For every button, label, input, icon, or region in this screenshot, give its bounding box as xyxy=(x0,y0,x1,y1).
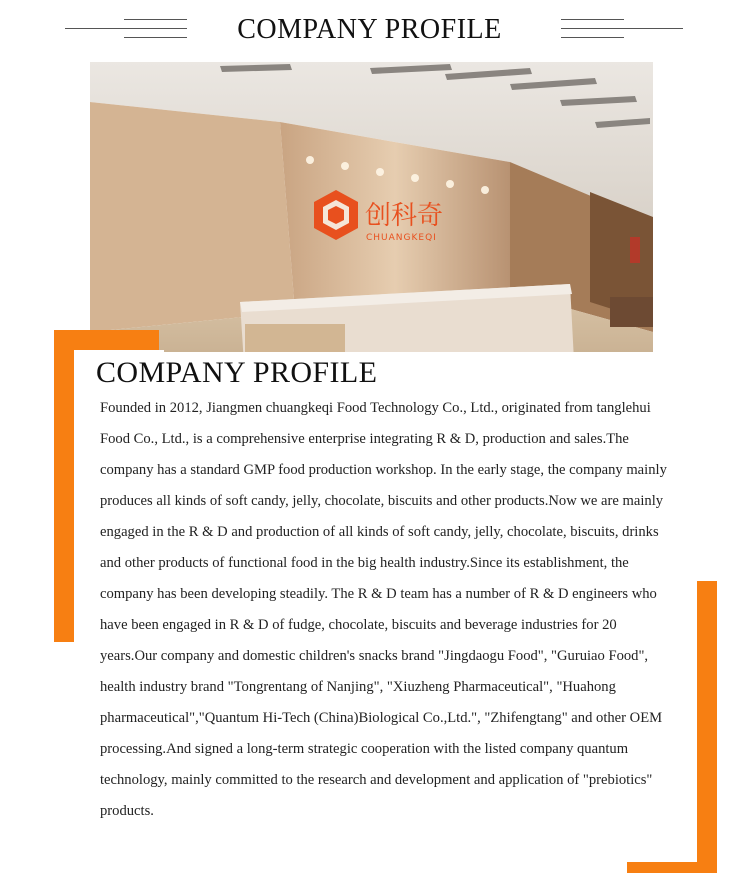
logo-english-text: CHUANGKEQI xyxy=(366,233,437,243)
section-title: COMPANY PROFILE xyxy=(96,356,378,389)
logo-chinese-text: 创科奇 xyxy=(365,201,444,231)
company-description: Founded in 2012, Jiangmen chuangkeqi Food Technology Co., Ltd., originated from tanglehui Food Co., Ltd., is a comprehensive enterprise integrating R & D, production and sales.The company has a standard GMP food production workshop. In the early stage, the company mainly produces all kinds of soft candy, jelly, chocolate, biscuits and other products.Now we are mainly engaged in the R & D and production of all kinds of soft candy, jelly, chocolate, biscuits, drinks and other products of functional food in the big health industry.Since its establishment, the company has been developing steadily. The R & D team has a number of R & D engineers who have been engaged in R & D of fudge, chocolate, biscuits and beverage industries for 20 years.Our company and domestic children's snacks brand "Jingdaogu Food", "Guruiao Food", health industry brand "Tongrentang of Nanjing", "Xiuzheng Pharmaceutical", "Huahong pharmaceutical","Quantum Hi-Tech (China)Biological Co.,Ltd.", "Zhifengtang" and other OEM processing.And signed a long-term strategic cooperation with the listed company quantum technology, mainly committed to the research and development and application of "prebiotics" products. xyxy=(100,400,667,819)
page-title: COMPANY PROFILE xyxy=(237,14,502,45)
company-lobby-photo xyxy=(90,62,653,380)
